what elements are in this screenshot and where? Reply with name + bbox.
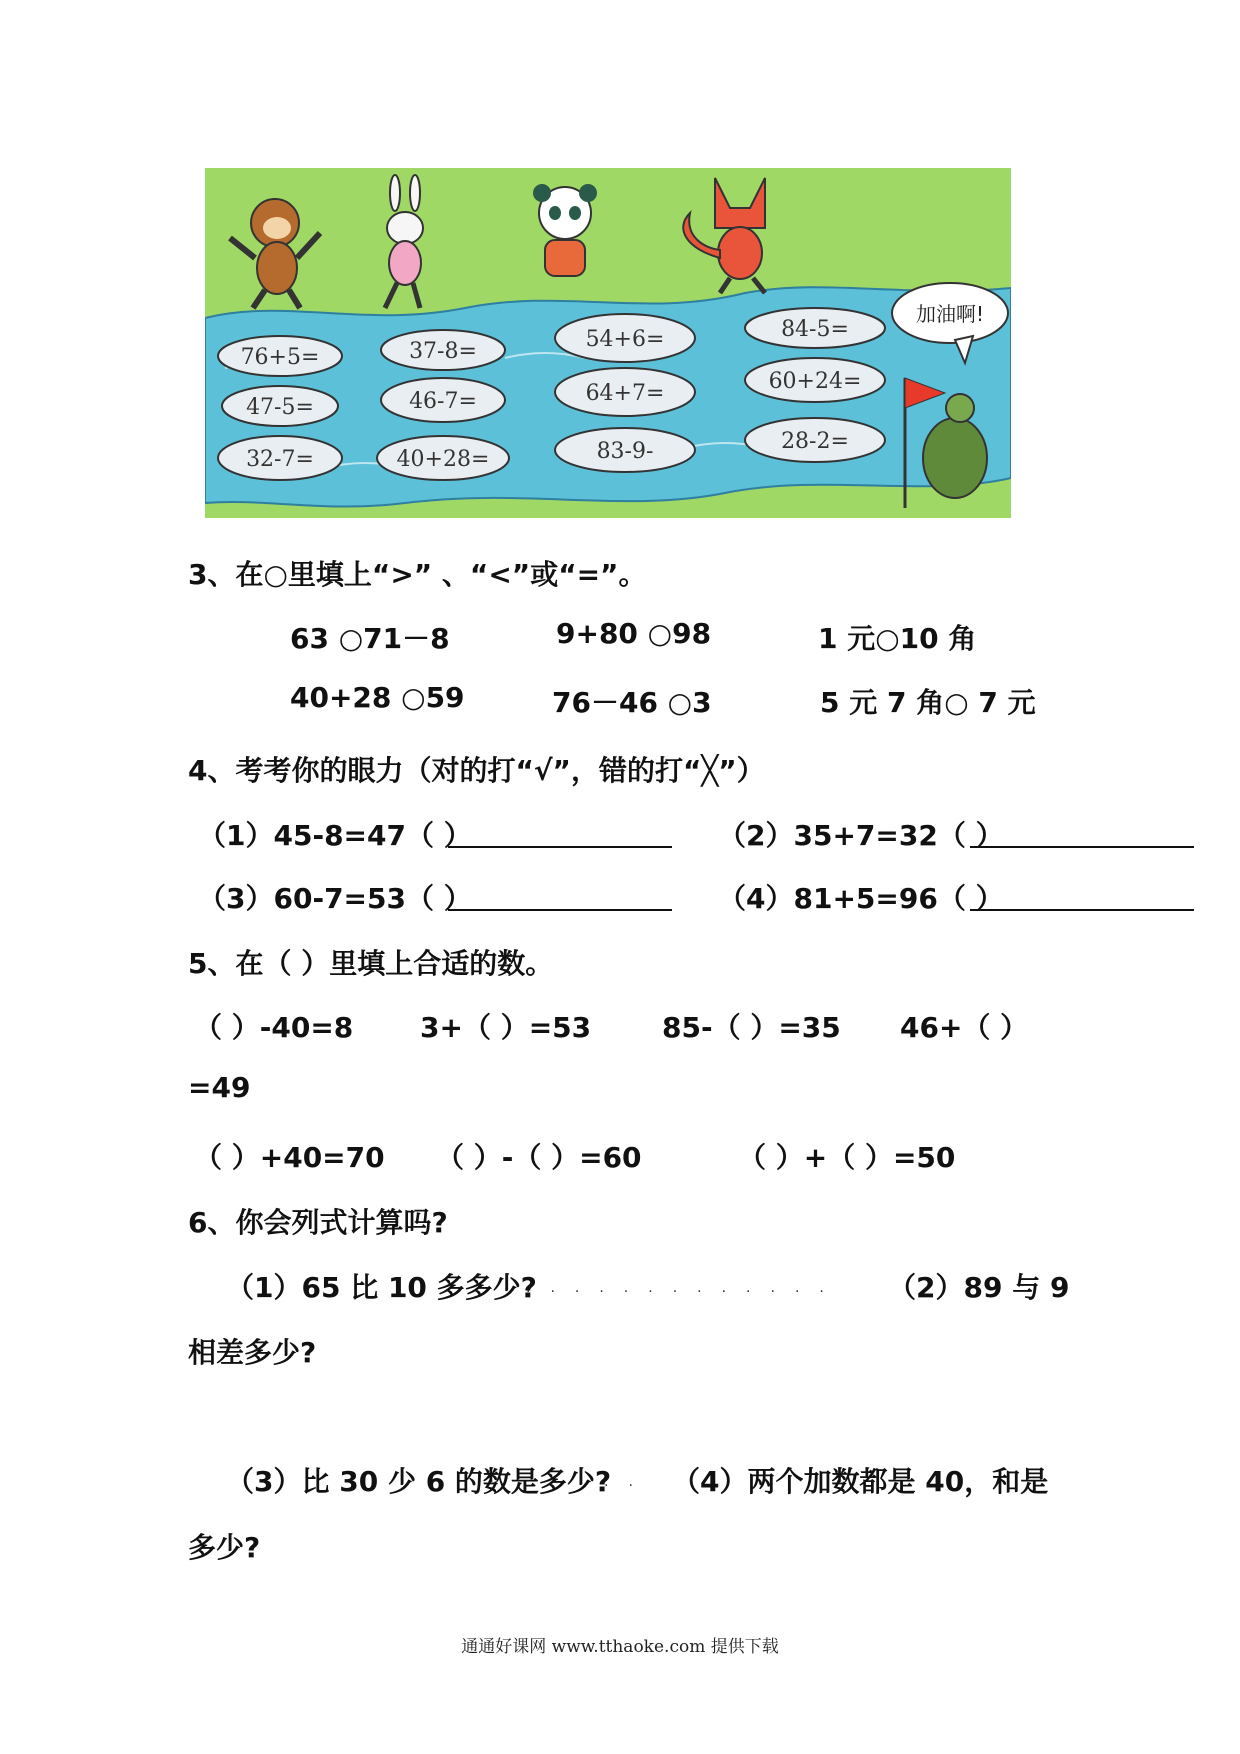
speech-bubble-text: 加油啊! <box>915 302 985 326</box>
compare-item: 76－46 ○3 <box>552 686 712 719</box>
word-problem-wrap: 多少? <box>188 1531 261 1564</box>
judge-item: （2）35+7=32（ ） <box>718 819 1004 852</box>
fill-item: （ ）+（ ）=50 <box>738 1141 956 1174</box>
stone-label: 47-5= <box>246 395 314 420</box>
answer-line[interactable] <box>970 909 1194 911</box>
word-problem: （2）89 与 9 <box>888 1271 1070 1304</box>
compare-item: 9+80 ○98 <box>556 617 712 650</box>
stone-label: 76+5= <box>240 345 320 370</box>
section3-title: 3、在○里填上“>” 、“<”或“=”。 <box>188 558 647 591</box>
fill-item: 85-（ ）=35 <box>662 1011 841 1044</box>
stone-label: 37-8= <box>409 339 477 364</box>
stone-label: 83-9- <box>596 439 654 464</box>
dotted-leader: .. <box>604 1474 653 1490</box>
section4-title: 4、考考你的眼力（对的打“√”，错的打“╳”） <box>188 754 765 787</box>
fill-item-wrap: =49 <box>188 1071 251 1104</box>
compare-item: 63 ○71－8 <box>290 622 450 655</box>
fill-item: （ ）-40=8 <box>194 1011 354 1044</box>
word-problem-wrap: 相差多少? <box>188 1336 317 1369</box>
section5-title: 5、在（ ）里填上合适的数。 <box>188 947 554 980</box>
stone-label: 40+28= <box>396 447 490 472</box>
fill-item: （ ）-（ ）=60 <box>436 1141 642 1174</box>
compare-item: 5 元 7 角○ 7 元 <box>820 686 1036 719</box>
river-stones-illustration <box>205 168 1011 518</box>
compare-item: 40+28 ○59 <box>290 681 465 714</box>
fill-item: 3+（ ）=53 <box>420 1011 592 1044</box>
answer-line[interactable] <box>448 846 672 848</box>
word-problem: （4）两个加数都是 40，和是 <box>672 1465 1049 1498</box>
footer-source: 通通好课网 www.tthaoke.com 提供下载 <box>461 1637 779 1657</box>
answer-line[interactable] <box>448 909 672 911</box>
stone-label: 54+6= <box>585 327 665 352</box>
word-problem: （1）65 比 10 多多少? <box>226 1271 537 1304</box>
judge-item: （3）60-7=53（ ） <box>198 882 472 915</box>
fill-item: （ ）+40=70 <box>194 1141 385 1174</box>
stone-label: 46-7= <box>409 389 477 414</box>
illustration-svg <box>205 168 1011 518</box>
stone-label: 32-7= <box>246 447 314 472</box>
dotted-leader: ............. <box>526 1280 844 1296</box>
word-problem: （3）比 30 少 6 的数是多少? <box>226 1465 612 1498</box>
compare-item: 1 元○10 角 <box>818 622 977 655</box>
answer-line[interactable] <box>970 846 1194 848</box>
fill-item: 46+（ ） <box>900 1011 1029 1044</box>
stone-label: 64+7= <box>585 381 665 406</box>
stone-label: 84-5= <box>781 317 849 342</box>
stone-label: 60+24= <box>768 369 862 394</box>
judge-item: （1）45-8=47（ ） <box>198 819 472 852</box>
section6-title: 6、你会列式计算吗? <box>188 1206 448 1239</box>
stone-label: 28-2= <box>781 429 849 454</box>
judge-item: （4）81+5=96（ ） <box>718 882 1004 915</box>
